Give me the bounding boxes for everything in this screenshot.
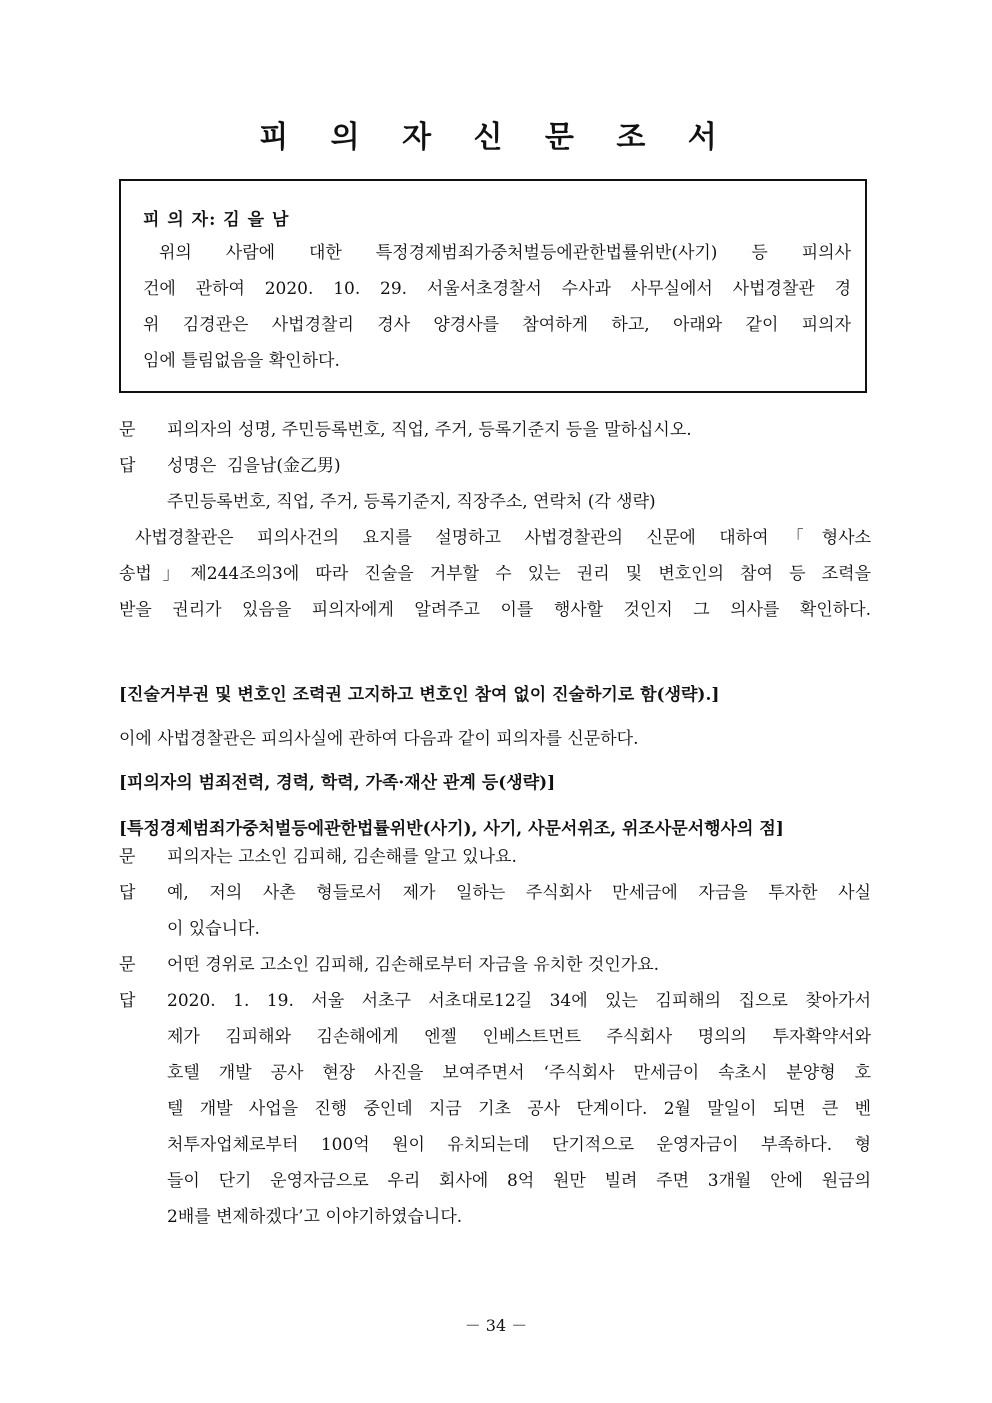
- suspect-heading: 피 의 자: 김 을 남: [143, 210, 290, 230]
- rights-line: 받을 권리가 있음을 피의자에게 알려주고 이를 행사할 것인지 그 의사를 확인하다.: [119, 600, 871, 620]
- answer-line: 성명은 김을남(金乙男): [167, 456, 341, 476]
- summary-line: 위의 사람에 대한 특정경제범죄가중처벌등에관한법률위반(사기) 등 피의사: [159, 243, 851, 263]
- question-text: 어떤 경위로 고소인 김피해, 김손해로부터 자금을 유치한 것인가요.: [167, 955, 660, 975]
- answer-body: [167, 448, 871, 520]
- summary-line: 위 김경관은 사법경찰리 경사 양경사를 참여하게 하고, 아래와 같이 피의자: [143, 315, 851, 335]
- answer-body: [167, 983, 871, 1235]
- background-heading: [피의자의 범죄전력, 경력, 학력, 가족·재산 관계 등(생략)]: [119, 773, 556, 793]
- summary-box: [119, 179, 867, 393]
- answer-line: 2배를 변제하겠다’고 이야기하였습니다.: [167, 1207, 463, 1227]
- charges-heading: [특정경제범죄가중처벌등에관한법률위반(사기), 사기, 사문서위조, 위조사문서행사의 점]: [119, 819, 784, 839]
- rights-heading: [진술거부권 및 변호인 조력권 고지하고 변호인 참여 없이 진술하기로 함(생략).]: [119, 685, 720, 705]
- answer-line: 텔 개발 사업을 진행 중인데 지금 기초 공사 단계이다. 2월 말일이 되면 큰 벤: [167, 1099, 871, 1119]
- answer-line: 2020. 1. 19. 서울 서초구 서초대로12길 34에 있는 김피해의 집으로 찾아가서: [167, 991, 871, 1011]
- document-title: 피 의 자 신 문 조 서: [259, 120, 733, 155]
- answer-line: 제가 김피해와 김손해에게 엔젤 인베스트먼트 주식회사 명의의 투자확약서와: [167, 1027, 871, 1047]
- rights-line: 사법경찰관은 피의사건의 요지를 설명하고 사법경찰관의 신문에 대하여「형사소: [135, 528, 871, 548]
- summary-paragraph: [143, 235, 851, 379]
- question-text: 피의자는 고소인 김피해, 김손해를 알고 있나요.: [167, 847, 517, 867]
- answer-label: 답: [119, 883, 136, 903]
- answer-label: 답: [119, 456, 136, 476]
- question-label: 문: [119, 420, 136, 440]
- answer-line: 호텔 개발 공사 현장 사진을 보여주면서 ‘주식회사 만세금이 속초시 분양형 호: [167, 1063, 871, 1083]
- answer-line: 이 있습니다.: [167, 919, 260, 939]
- answer-line: 들이 단기 운영자금으로 우리 회사에 8억 원만 빌려 주면 3개월 안에 원금의: [167, 1171, 871, 1191]
- answer-body: [167, 875, 871, 947]
- summary-line: 건에 관하여 2020. 10. 29. 서울서초경찰서 수사과 사무실에서 사법경찰관 경: [143, 279, 851, 299]
- answer-line: 주민등록번호, 직업, 주거, 등록기준지, 직장주소, 연락처 (각 생략): [167, 492, 656, 512]
- rights-paragraph: [119, 520, 871, 628]
- question-label: 문: [119, 847, 136, 867]
- answer-line: 처투자업체로부터 100억 원이 유치되는데 단기적으로 운영자금이 부족하다. 형: [167, 1135, 871, 1155]
- interrogation-start: 이에 사법경찰관은 피의사실에 관하여 다음과 같이 피의자를 신문하다.: [119, 729, 639, 749]
- question-label: 문: [119, 955, 136, 975]
- question-text: 피의자의 성명, 주민등록번호, 직업, 주거, 등록기준지 등을 말하십시오.: [167, 420, 692, 440]
- page-number: － 34 －: [464, 1316, 528, 1335]
- answer-label: 답: [119, 991, 136, 1011]
- rights-line: 송법」제244조의3에 따라 진술을 거부할 수 있는 권리 및 변호인의 참여 등 조력을: [119, 564, 871, 584]
- summary-line: 임에 틀림없음을 확인하다.: [143, 351, 340, 371]
- answer-line: 예, 저의 사촌 형들로서 제가 일하는 주식회사 만세금에 자금을 투자한 사실: [167, 883, 871, 903]
